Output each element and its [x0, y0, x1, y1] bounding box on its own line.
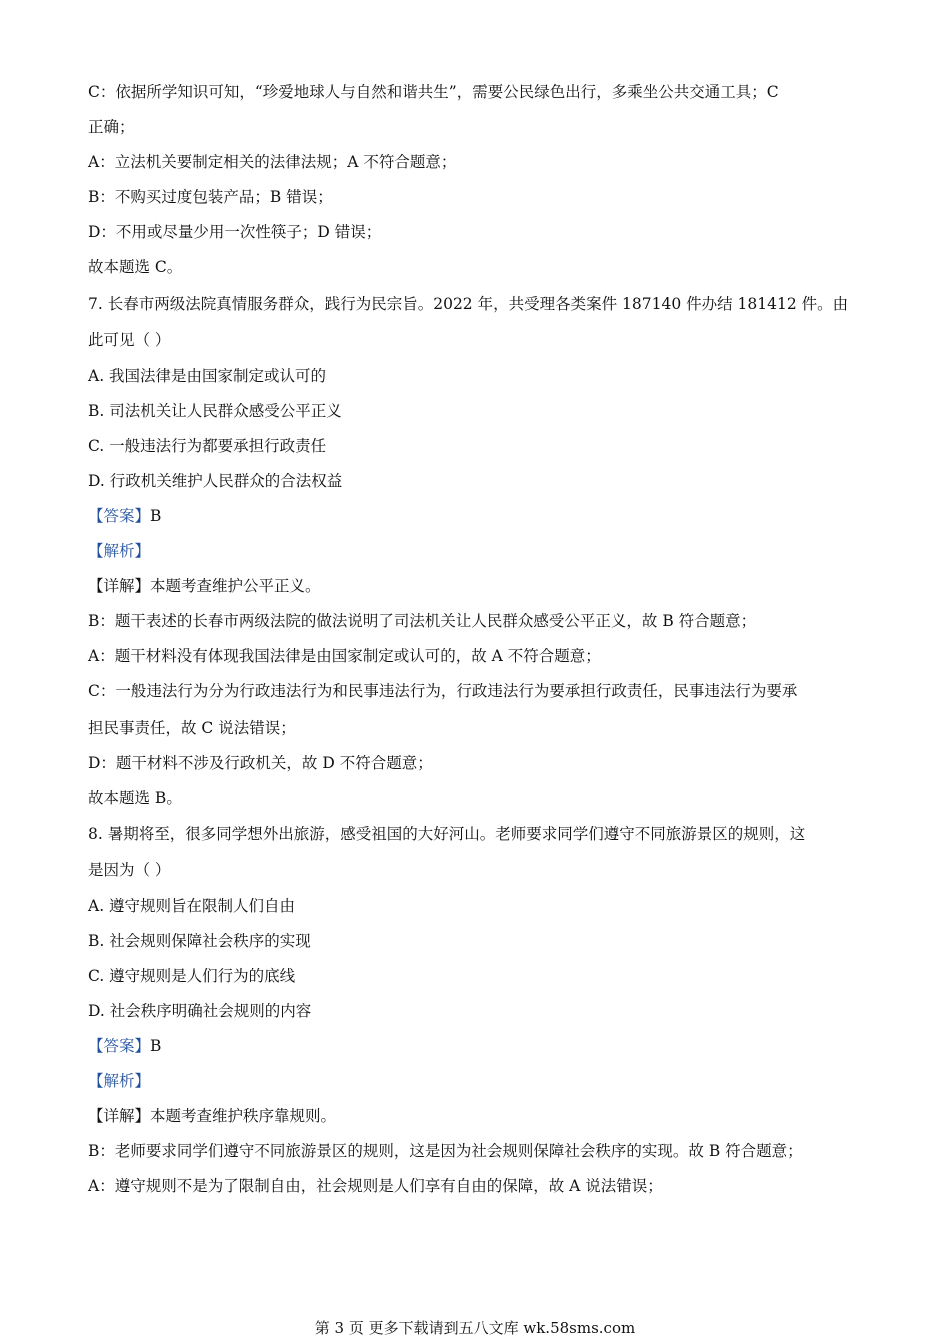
text-line: B：题干表述的长春市两级法院的做法说明了司法机关让人民群众感受公平正义，故 B 符合题意；: [88, 612, 757, 630]
text-line: 故本题选 C。: [88, 258, 183, 276]
question-7-stem: 7. 长春市两级法院真情服务群众，践行为民宗旨。2022 年，共受理各类案件 187140 件办结 181412 件。由: [88, 295, 849, 313]
answer-tag: 【答案】: [88, 1037, 151, 1055]
text-line: A：遵守规则不是为了限制自由，社会规则是人们享有自由的保障，故 A 说法错误；: [88, 1177, 663, 1195]
question-7-stem-cont: 此可见（ ）: [88, 331, 171, 349]
detail-line: 【详解】本题考查维护秩序靠规则。: [88, 1107, 337, 1125]
option-d: D. 社会秩序明确社会规则的内容: [88, 1002, 312, 1020]
page-footer: 第 3 页 更多下载请到五八文库 wk.58sms.com: [314, 1319, 636, 1337]
answer-tag: 【答案】: [88, 507, 151, 525]
analysis-tag: 【解析】: [88, 1072, 151, 1090]
option-b: B. 司法机关让人民群众感受公平正义: [88, 402, 342, 420]
answer-line: [88, 506, 161, 526]
text-line: 故本题选 B。: [88, 789, 182, 807]
answer-line: [88, 1036, 161, 1056]
analysis-tag: 【解析】: [88, 542, 151, 560]
option-c: C. 一般违法行为都要承担行政责任: [88, 437, 327, 455]
text-line: D：不用或尽量少用一次性筷子；D 错误；: [88, 223, 382, 241]
option-d: D. 行政机关维护人民群众的合法权益: [88, 472, 343, 490]
option-b: B. 社会规则保障社会秩序的实现: [88, 932, 311, 950]
question-8-stem-cont: 是因为（ ）: [88, 861, 171, 879]
option-c: C. 遵守规则是人们行为的底线: [88, 967, 296, 985]
text-line: 正确；: [88, 118, 135, 136]
detail-line: 【详解】本题考查维护公平正义。: [88, 577, 321, 595]
option-a: A. 我国法律是由国家制定或认可的: [88, 367, 327, 385]
answer-value: B: [150, 1037, 162, 1055]
text-line: C：一般违法行为分为行政违法行为和民事违法行为，行政违法行为要承担行政责任，民事违法行为要承: [88, 682, 798, 700]
option-a: A. 遵守规则旨在限制人们自由: [88, 897, 296, 915]
answer-value: B: [150, 507, 162, 525]
question-8-stem: 8. 暑期将至，很多同学想外出旅游，感受祖国的大好河山。老师要求同学们遵守不同旅游景区的规则，这: [88, 825, 806, 843]
text-line: A：立法机关要制定相关的法律法规；A 不符合题意；: [88, 153, 457, 171]
text-line: 担民事责任，故 C 说法错误；: [88, 719, 296, 737]
text-line: D：题干材料不涉及行政机关，故 D 不符合题意；: [88, 754, 433, 772]
text-line: C：依据所学知识可知，“珍爱地球人与自然和谐共生”，需要公民绿色出行，多乘坐公共交通工具；C: [88, 83, 779, 101]
text-line: A：题干材料没有体现我国法律是由国家制定或认可的，故 A 不符合题意；: [88, 647, 601, 665]
text-line: B：老师要求同学们遵守不同旅游景区的规则，这是因为社会规则保障社会秩序的实现。故 B 符合题意；: [88, 1142, 803, 1160]
text-line: B：不购买过度包装产品；B 错误；: [88, 188, 333, 206]
